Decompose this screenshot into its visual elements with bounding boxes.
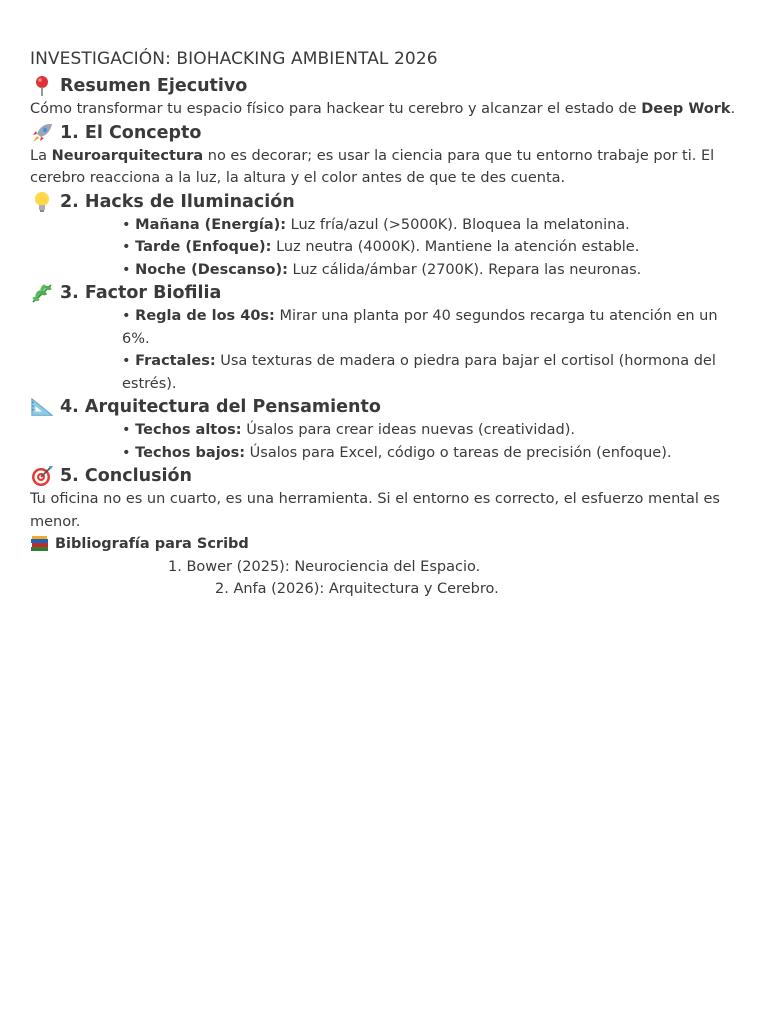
bullet: •	[122, 239, 131, 255]
heading-architecture	[30, 395, 742, 419]
summary-paragraph	[30, 98, 742, 121]
bullet: •	[122, 422, 131, 438]
list-item	[122, 419, 722, 442]
document	[30, 48, 742, 601]
item-text: Úsalos para crear ideas nuevas (creatividad).	[241, 422, 575, 438]
heading-biophilia-text: 3. Factor Biofilia	[60, 283, 222, 303]
bullet: •	[122, 444, 131, 461]
heading-bibliography	[30, 533, 742, 556]
list-item	[122, 350, 722, 395]
conclusion-paragraph: Tu oficina no es un cuarto, es una herramienta. Si el entorno es correcto, el esfuerzo mental es menor.	[30, 491, 720, 530]
item-text: Luz fría/azul (>5000K). Bloquea la melatonina.	[286, 216, 630, 233]
concept-paragraph	[30, 145, 742, 190]
rocket-icon	[30, 121, 54, 145]
architecture-list	[122, 419, 722, 464]
summary-text-end: .	[730, 101, 736, 117]
heading-concept	[30, 121, 742, 145]
concept-text-end: no es decorar; es usar la ciencia para que tu entorno trabaje por ti. El cerebro reacciona a la luz, la altura y el color antes de que te des cuenta.	[30, 147, 715, 186]
triangle-ruler-icon	[30, 395, 54, 419]
pin-icon	[30, 74, 54, 98]
heading-lighting-text: 2. Hacks de Iluminación	[60, 191, 295, 212]
summary-bold: Deep Work	[641, 101, 731, 117]
bibliography-list	[30, 556, 742, 601]
item-text: Usa texturas de madera o piedra para bajar el cortisol (hormona del estrés).	[122, 353, 716, 392]
summary-text: Cómo transformar tu espacio físico para hackear tu cerebro y alcanzar el estado de	[30, 101, 642, 117]
item-bold: Techos altos:	[135, 422, 242, 438]
item-bold: Tarde (Enfoque):	[135, 239, 272, 255]
list-item	[122, 442, 722, 465]
lightbulb-icon	[30, 190, 54, 214]
list-item	[122, 259, 722, 282]
bullet: •	[122, 353, 131, 369]
heading-concept-text: 1. El Concepto	[60, 122, 202, 143]
list-item	[122, 214, 722, 237]
bullet: •	[122, 308, 131, 324]
item-bold: Regla de los 40s:	[135, 308, 275, 324]
item-text: Luz neutra (4000K). Mantiene la atención estable.	[271, 239, 640, 255]
bibliography-item: 1. Bower (2025): Neurociencia del Espacio.	[168, 558, 481, 575]
item-bold: Techos bajos:	[135, 444, 246, 461]
books-icon	[30, 535, 50, 553]
item-bold: Fractales:	[135, 353, 216, 369]
item-bold: Mañana (Energía):	[135, 216, 287, 233]
item-text: Luz cálida/ámbar (2700K). Repara las neuronas.	[287, 261, 642, 278]
heading-biophilia	[30, 281, 742, 305]
item-text: Úsalos para Excel, código o tareas de precisión (enfoque).	[245, 444, 672, 461]
heading-lighting	[30, 190, 742, 214]
item-bold: Noche (Descanso):	[135, 261, 288, 278]
heading-conclusion	[30, 464, 742, 488]
herb-icon	[30, 281, 54, 305]
target-icon	[30, 464, 54, 488]
biophilia-list	[122, 305, 722, 395]
heading-summary	[30, 74, 742, 98]
lighting-list	[122, 214, 722, 282]
bibliography-item: 2. Anfa (2026): Arquitectura y Cerebro.	[215, 581, 499, 597]
bullet: •	[122, 216, 131, 233]
heading-summary-text: Resumen Ejecutivo	[60, 76, 248, 96]
item-text: Mirar una planta por 40 segundos recarga tu atención en un 6%.	[122, 308, 718, 347]
list-item	[122, 236, 722, 259]
concept-text: La	[30, 147, 52, 164]
concept-bold: Neuroarquitectura	[51, 147, 204, 164]
list-item	[122, 305, 722, 350]
bullet: •	[122, 261, 131, 278]
document-title: INVESTIGACIÓN: BIOHACKING AMBIENTAL 2026	[30, 49, 438, 69]
heading-bibliography-text: Bibliografía para Scribd	[55, 536, 249, 552]
heading-architecture-text: 4. Arquitectura del Pensamiento	[60, 397, 381, 417]
heading-conclusion-text: 5. Conclusión	[60, 466, 192, 486]
